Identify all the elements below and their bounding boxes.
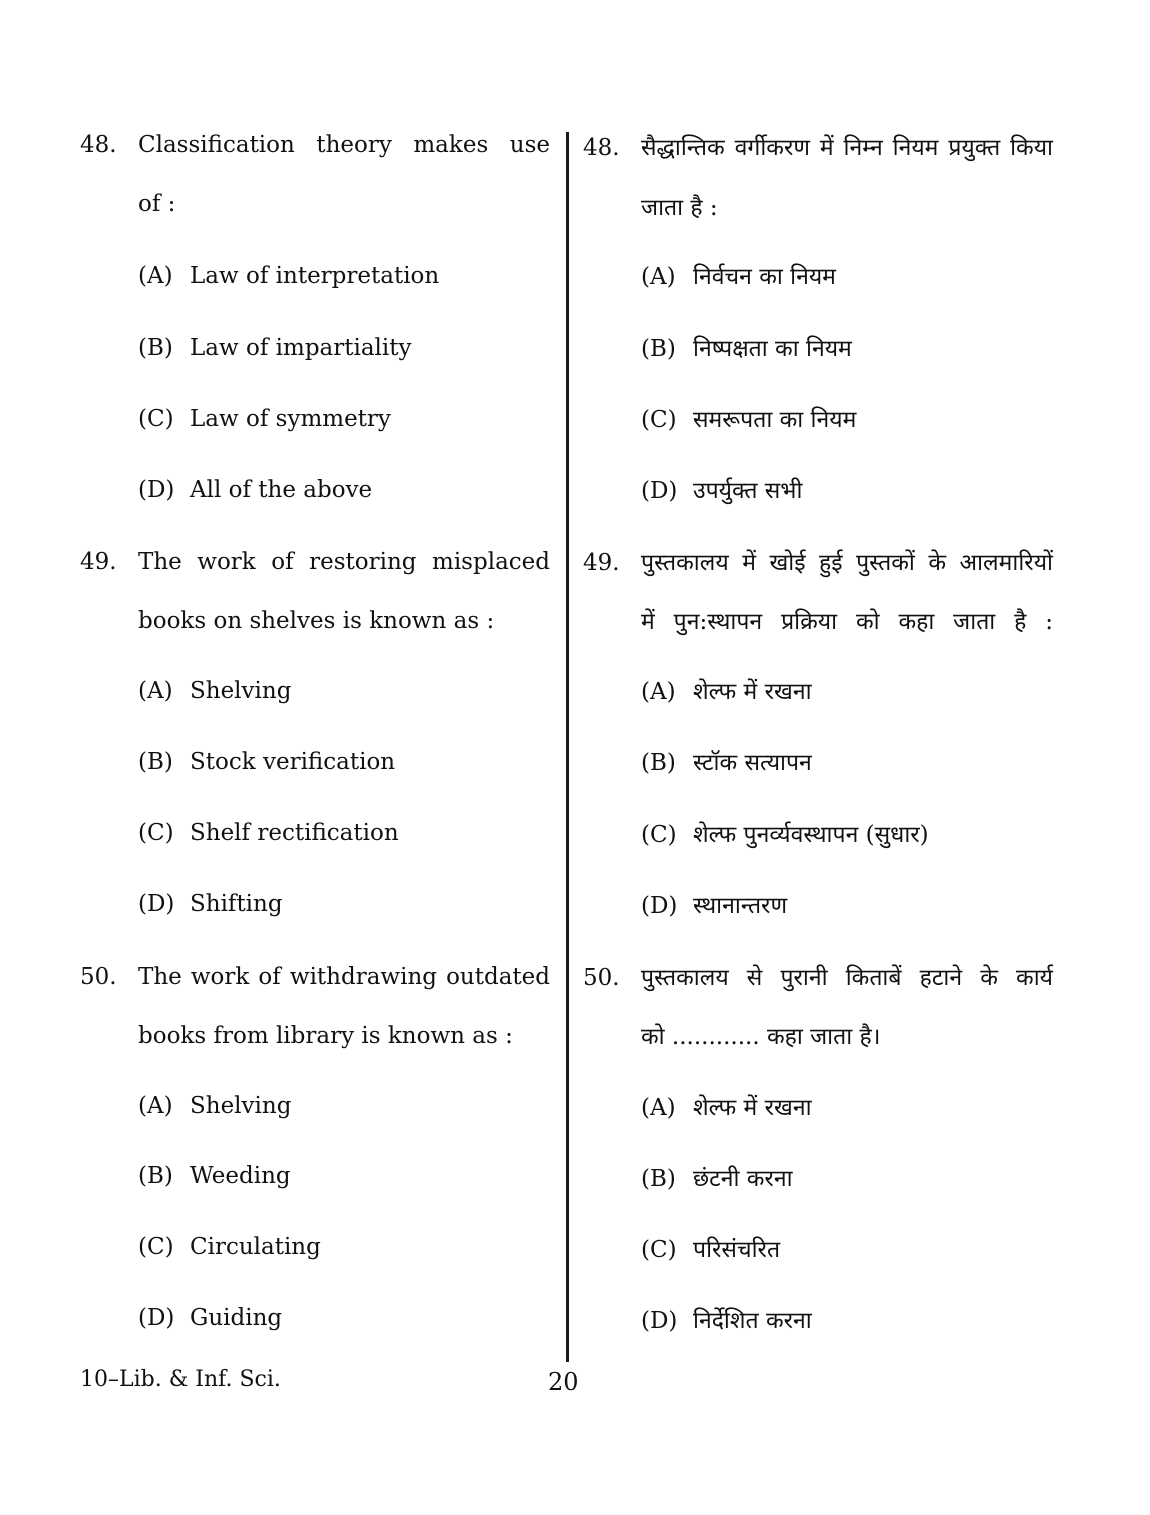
option-text: Weeding: [190, 1163, 291, 1189]
option-letter: (D): [641, 1308, 678, 1334]
option-letter: (A): [641, 679, 676, 705]
option-letter: (B): [641, 1166, 676, 1192]
option-letter: (C): [641, 407, 677, 433]
option-text: स्थानान्तरण: [693, 893, 788, 919]
option-letter: (C): [138, 1234, 174, 1260]
question-text-line1: पुस्तकालय से पुरानी किताबें हटाने के कार्य: [641, 965, 1053, 991]
option-a: [641, 677, 812, 707]
option-text: शेल्फ पुनर्व्यवस्थापन (सुधार): [693, 822, 929, 848]
option-text: निर्देशित करना: [693, 1308, 812, 1334]
option-b: [138, 333, 412, 363]
option-b: [641, 1164, 793, 1194]
option-text: Law of interpretation: [190, 263, 440, 289]
option-letter: (D): [641, 478, 678, 504]
question-number: 48.: [80, 132, 117, 158]
option-letter: (B): [641, 336, 676, 362]
option-letter: (D): [138, 891, 175, 917]
subject-code: 10–Lib. & Inf. Sci.: [80, 1367, 281, 1392]
option-letter: (A): [138, 1093, 173, 1119]
option-text: All of the above: [190, 477, 373, 503]
question-text-line1: The work of withdrawing outdated: [138, 964, 550, 990]
option-b: [138, 1161, 291, 1191]
option-text: Shelving: [190, 678, 292, 704]
option-letter: (B): [138, 1163, 173, 1189]
option-c: [641, 820, 929, 850]
option-c: [641, 405, 856, 435]
option-d: [138, 1303, 282, 1333]
option-text: शेल्फ में रखना: [693, 1095, 812, 1121]
option-letter: (A): [138, 678, 173, 704]
option-d: [641, 891, 787, 921]
option-letter: (A): [641, 1095, 676, 1121]
page-number: 20: [548, 1368, 579, 1396]
option-d: [641, 476, 802, 506]
option-letter: (C): [138, 820, 174, 846]
option-text: निष्पक्षता का नियम: [693, 336, 852, 362]
option-text: समरूपता का नियम: [693, 407, 857, 433]
question-text-line2: को ............ कहा जाता है।: [641, 1024, 881, 1050]
question-number: 50.: [583, 965, 620, 991]
option-a: [138, 676, 291, 706]
option-letter: (C): [138, 406, 174, 432]
question-text-line2: में पुन:स्थापन प्रक्रिया को कहा जाता है :: [641, 609, 1053, 635]
question-text-line1: सैद्धान्तिक वर्गीकरण में निम्न नियम प्रयुक्त किया: [641, 135, 1053, 161]
option-letter: (D): [641, 893, 678, 919]
option-c: [138, 1232, 321, 1262]
option-text: Law of impartiality: [190, 335, 412, 361]
option-text: Shelving: [190, 1093, 292, 1119]
option-text: Guiding: [190, 1305, 283, 1331]
option-text: शेल्फ में रखना: [693, 679, 812, 705]
option-a: [138, 261, 439, 291]
question-number: 49.: [583, 550, 620, 576]
question-text-line2: books from library is known as :: [138, 1023, 513, 1049]
option-letter: (B): [138, 335, 173, 361]
option-a: [641, 262, 836, 292]
option-d: [641, 1306, 812, 1336]
option-text: Shelf rectification: [190, 820, 399, 846]
option-text: निर्वचन का नियम: [693, 264, 836, 290]
option-text: छंटनी करना: [693, 1166, 793, 1192]
option-a: [641, 1093, 812, 1123]
option-letter: (B): [138, 749, 173, 775]
option-letter: (B): [641, 750, 676, 776]
question-text-line2: of :: [138, 191, 176, 217]
option-letter: (D): [138, 1305, 175, 1331]
question-text-line2: जाता है :: [641, 195, 718, 221]
option-text: Law of symmetry: [190, 406, 391, 432]
option-letter: (C): [641, 822, 677, 848]
option-letter: (A): [641, 264, 676, 290]
question-text-line1: The work of restoring misplaced: [138, 549, 550, 575]
column-divider: [566, 132, 569, 1362]
option-b: [138, 747, 395, 777]
option-a: [138, 1091, 291, 1121]
option-c: [641, 1235, 780, 1265]
option-text: Shifting: [190, 891, 283, 917]
option-letter: (A): [138, 263, 173, 289]
question-number: 50.: [80, 964, 117, 990]
option-text: उपर्युक्त सभी: [693, 478, 803, 504]
option-text: स्टॉक सत्यापन: [693, 750, 812, 776]
option-c: [138, 818, 399, 848]
option-text: परिसंचरित: [693, 1237, 781, 1263]
option-d: [138, 889, 283, 919]
option-b: [641, 334, 852, 364]
question-text-line2: books on shelves is known as :: [138, 608, 495, 634]
option-text: Circulating: [190, 1234, 321, 1260]
option-text: Stock verification: [190, 749, 396, 775]
question-text-line1: Classification theory makes use: [138, 132, 550, 158]
option-d: [138, 475, 372, 505]
option-c: [138, 404, 391, 434]
option-letter: (D): [138, 477, 175, 503]
question-text-line1: पुस्तकालय में खोई हुई पुस्तकों के आलमारियों: [641, 550, 1053, 576]
option-b: [641, 748, 812, 778]
option-letter: (C): [641, 1237, 677, 1263]
question-number: 48.: [583, 135, 620, 161]
question-number: 49.: [80, 549, 117, 575]
